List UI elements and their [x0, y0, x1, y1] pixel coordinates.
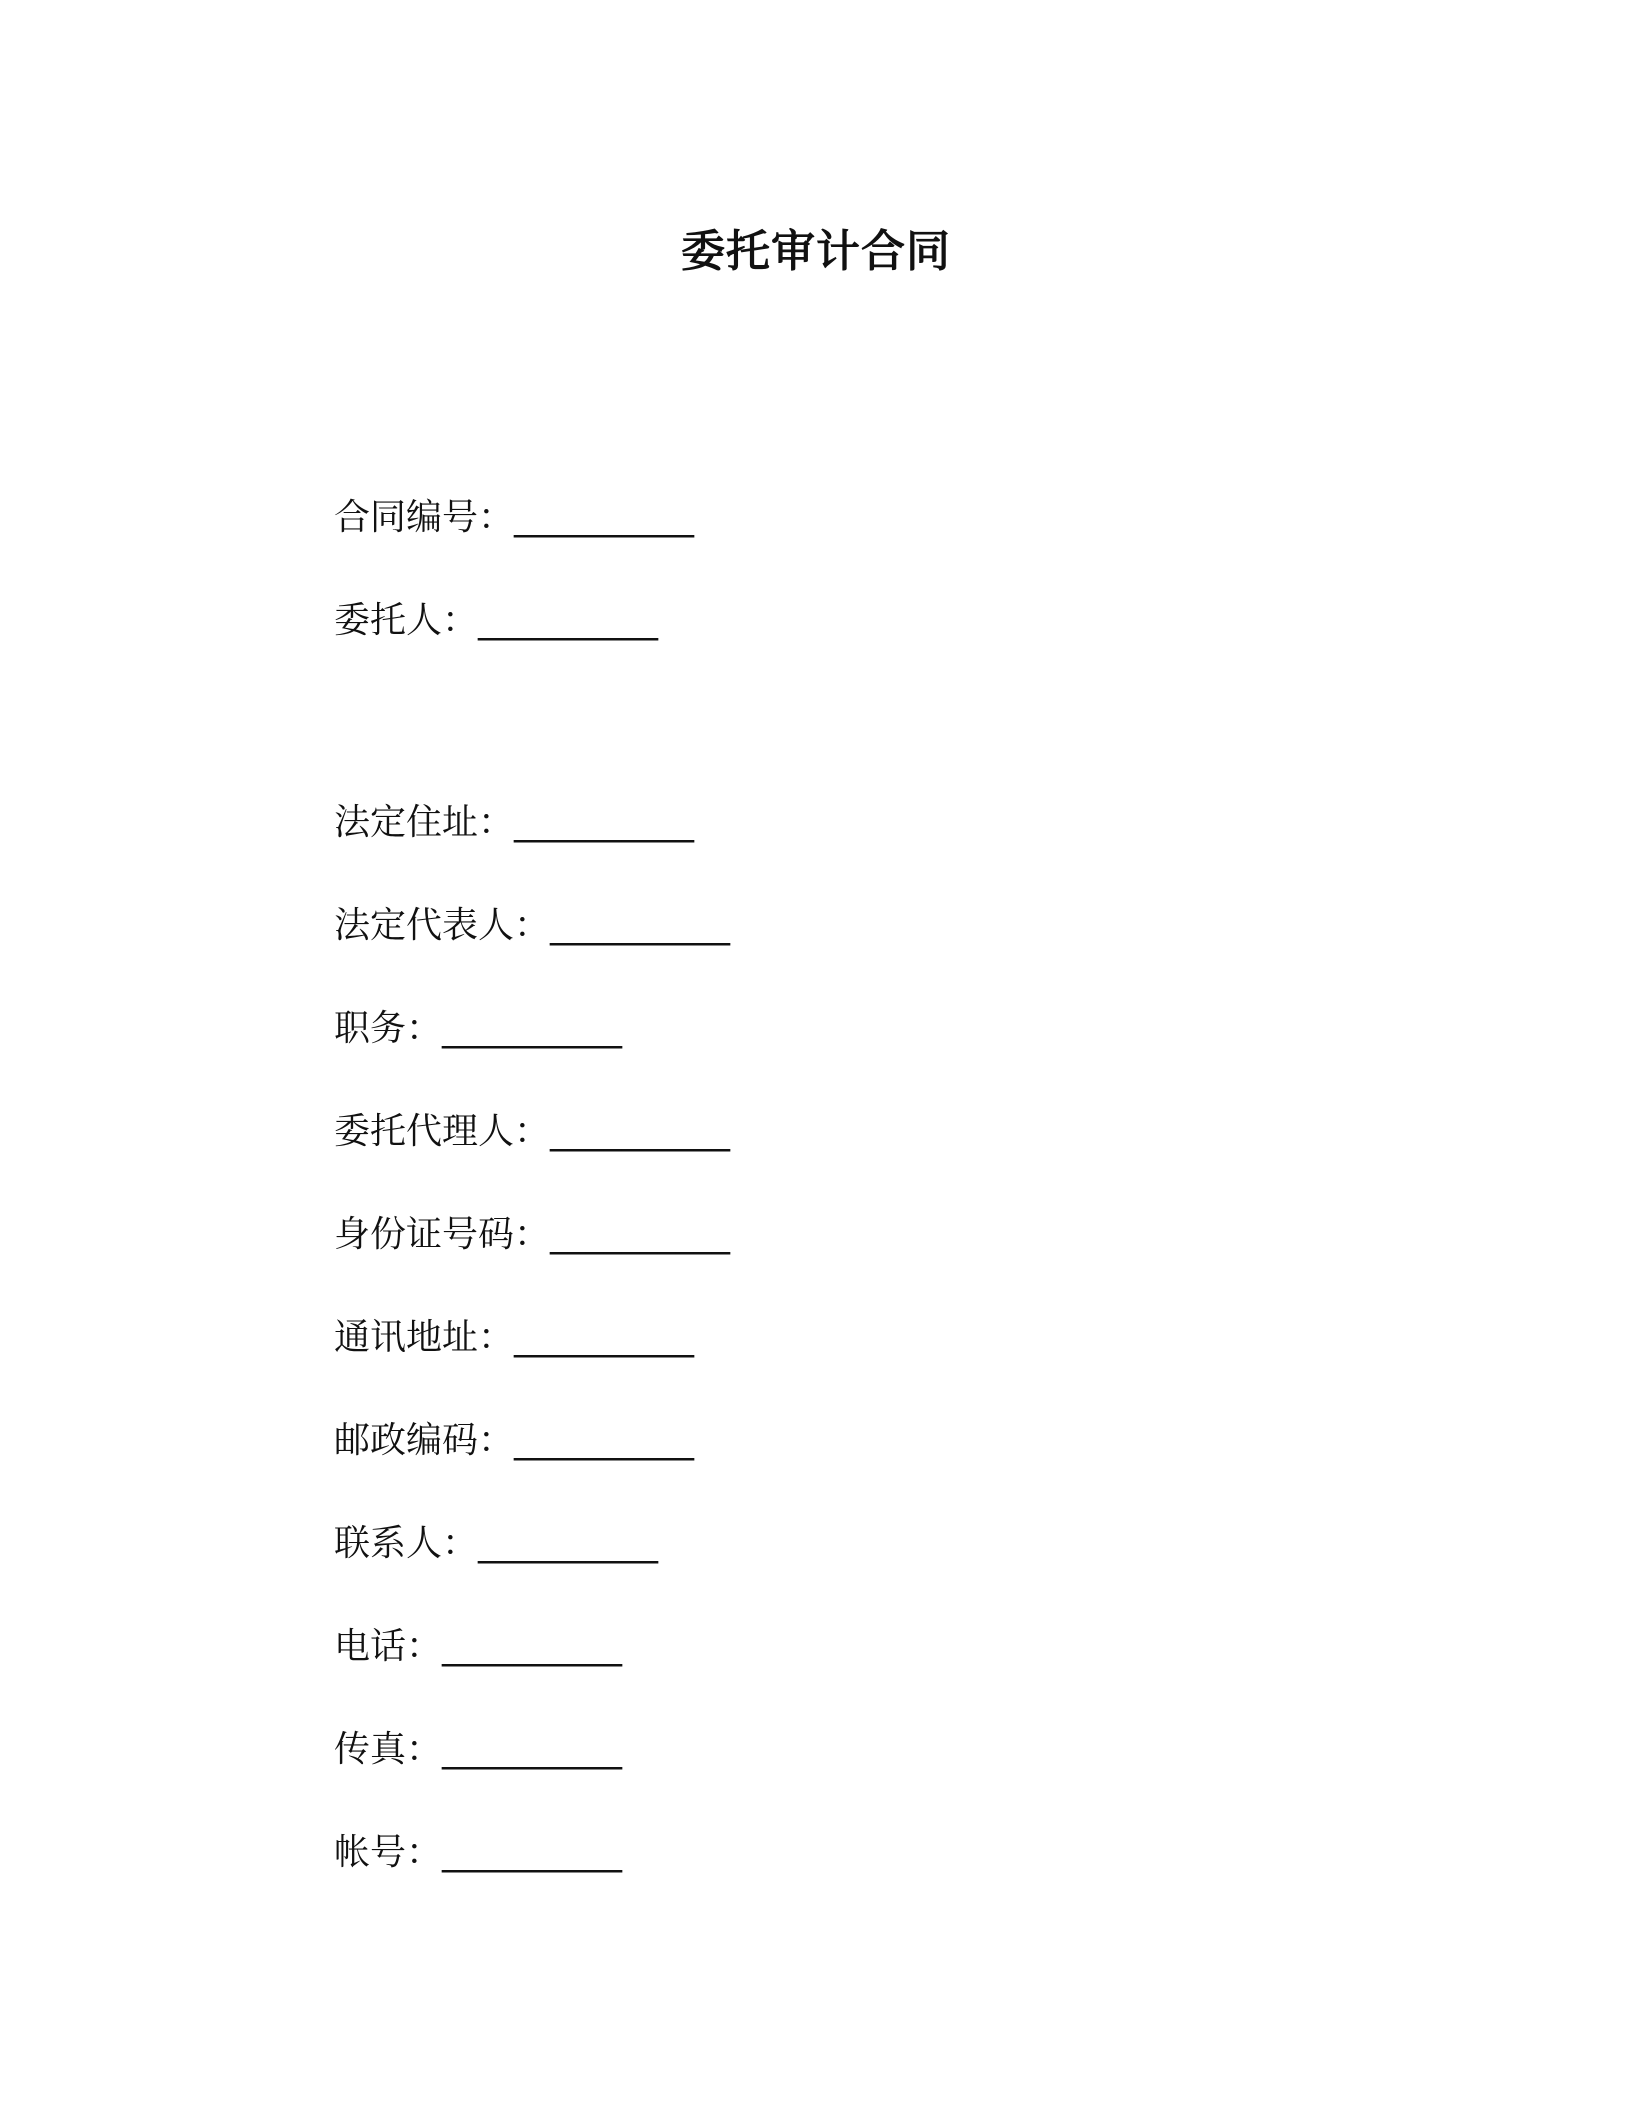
field-label: 职务： — [334, 1008, 443, 1049]
field-legal-address — [334, 799, 694, 847]
field-label: 法定住址： — [334, 802, 515, 843]
field-client — [334, 597, 658, 645]
field-contract-number — [334, 494, 694, 542]
field-label: 合同编号： — [334, 497, 515, 538]
document-title: 委托审计合同 — [681, 226, 951, 277]
field-label: 联系人： — [334, 1523, 479, 1564]
field-phone — [334, 1623, 622, 1671]
field-blank: __________ — [514, 497, 695, 538]
field-blank: __________ — [514, 1317, 695, 1358]
field-legal-representative — [334, 902, 730, 950]
field-blank: __________ — [478, 600, 659, 641]
field-label: 法定代表人： — [334, 905, 551, 946]
field-label: 委托人： — [334, 600, 479, 641]
field-blank: __________ — [442, 1832, 623, 1873]
field-account-number — [334, 1829, 622, 1877]
field-blank: __________ — [478, 1523, 659, 1564]
field-label: 传真： — [334, 1729, 443, 1770]
field-blank: __________ — [550, 1214, 731, 1255]
field-blank: __________ — [550, 1111, 731, 1152]
field-position — [334, 1005, 622, 1053]
field-blank: __________ — [550, 905, 731, 946]
field-blank: __________ — [514, 1420, 695, 1461]
field-id-number — [334, 1211, 730, 1259]
field-label: 帐号： — [334, 1832, 443, 1873]
field-blank: __________ — [442, 1626, 623, 1667]
field-label: 身份证号码： — [334, 1214, 551, 1255]
field-fax — [334, 1726, 622, 1774]
field-postal-code — [334, 1417, 694, 1465]
field-label: 通讯地址： — [334, 1317, 515, 1358]
field-contact-person — [334, 1520, 658, 1568]
field-blank: __________ — [442, 1008, 623, 1049]
field-label: 委托代理人： — [334, 1111, 551, 1152]
field-mailing-address — [334, 1314, 694, 1362]
field-label: 电话： — [334, 1626, 443, 1667]
field-label: 邮政编码： — [334, 1420, 515, 1461]
field-blank: __________ — [442, 1729, 623, 1770]
field-authorized-agent — [334, 1108, 730, 1156]
field-blank: __________ — [514, 802, 695, 843]
